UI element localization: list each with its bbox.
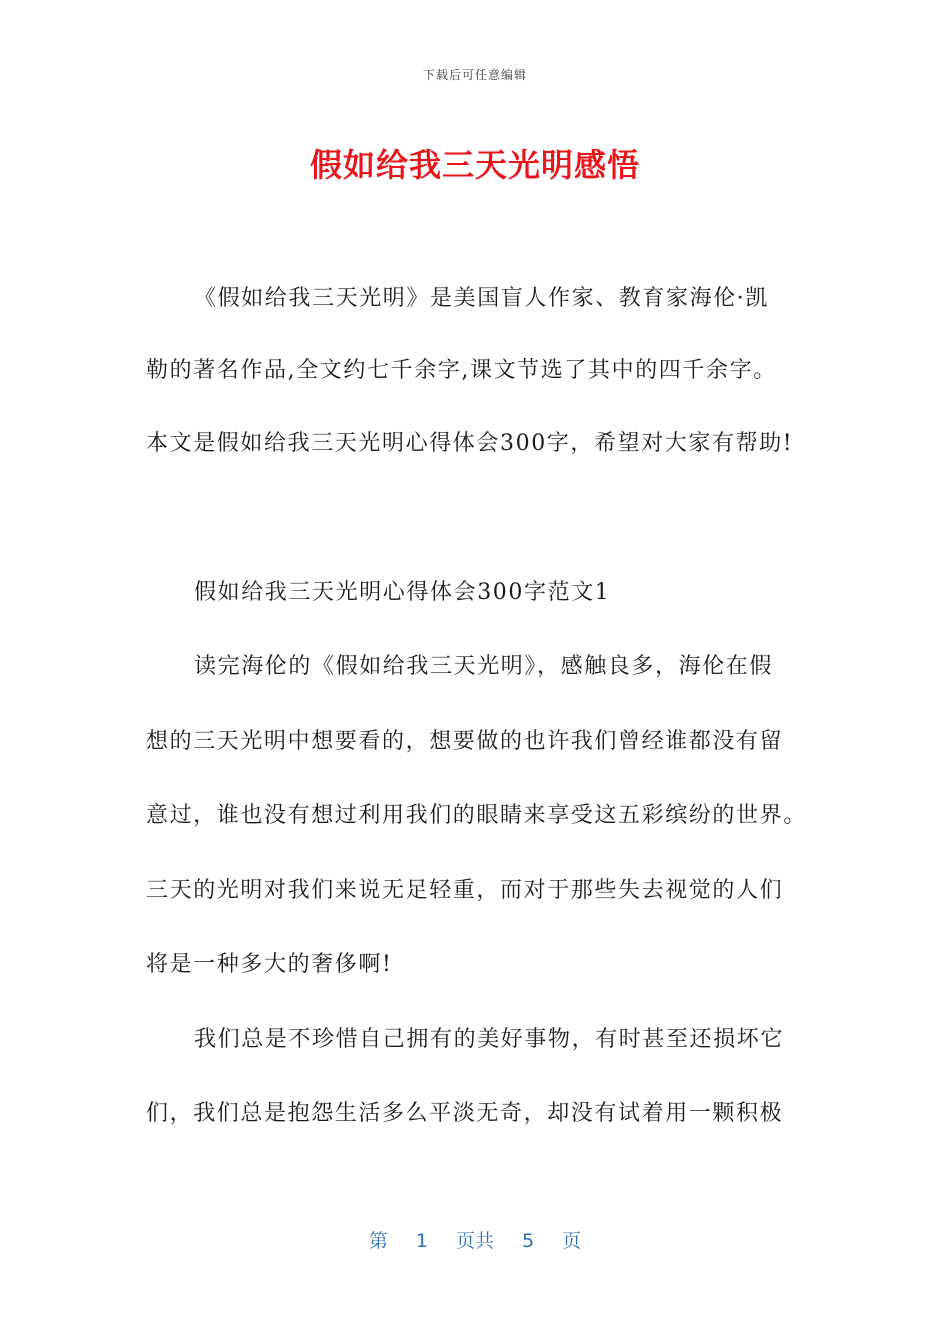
paragraph-2-line-3: 意过，谁也没有想过利用我们的眼睛来享受这五彩缤纷的世界。	[146, 803, 807, 828]
paragraph-2-line-1: 读完海伦的《假如给我三天光明》，感触良多，海伦在假	[194, 654, 774, 679]
footer-of-label: 页共	[455, 1230, 494, 1252]
header-note: 下载后可任意编辑	[422, 68, 527, 82]
page-title: 假如给我三天光明感悟	[309, 146, 640, 184]
footer-total-pages: 5	[522, 1230, 535, 1252]
paragraph-2-line-2: 想的三天光明中想要看的，想要做的也许我们曾经谁都没有留	[146, 729, 784, 754]
page-footer	[0, 1226, 950, 1253]
section-heading: 假如给我三天光明心得体会300字范文1	[194, 580, 611, 605]
paragraph-2-line-5: 将是一种多大的奢侈啊!	[146, 952, 393, 977]
footer-page-number: 1	[415, 1230, 428, 1252]
paragraph-1-line-2: 勒的著名作品,全文约七千余字,课文节选了其中的四千余字。	[146, 358, 777, 383]
paragraph-3-line-1: 我们总是不珍惜自己拥有的美好事物，有时甚至还损坏它	[194, 1027, 785, 1052]
paragraph-1-line-3: 本文是假如给我三天光明心得体会300字，希望对大家有帮助!	[146, 431, 794, 456]
paragraph-3-line-2: 们，我们总是抱怨生活多么平淡无奇，却没有试着用一颗积极	[146, 1101, 784, 1126]
paragraph-2-line-4: 三天的光明对我们来说无足轻重，而对于那些失去视觉的人们	[146, 878, 784, 903]
footer-page-suffix: 页	[562, 1230, 582, 1252]
footer-page-label: 第	[368, 1230, 388, 1252]
paragraph-1-line-1: 《假如给我三天光明》是美国盲人作家、教育家海伦·凯	[194, 286, 769, 311]
